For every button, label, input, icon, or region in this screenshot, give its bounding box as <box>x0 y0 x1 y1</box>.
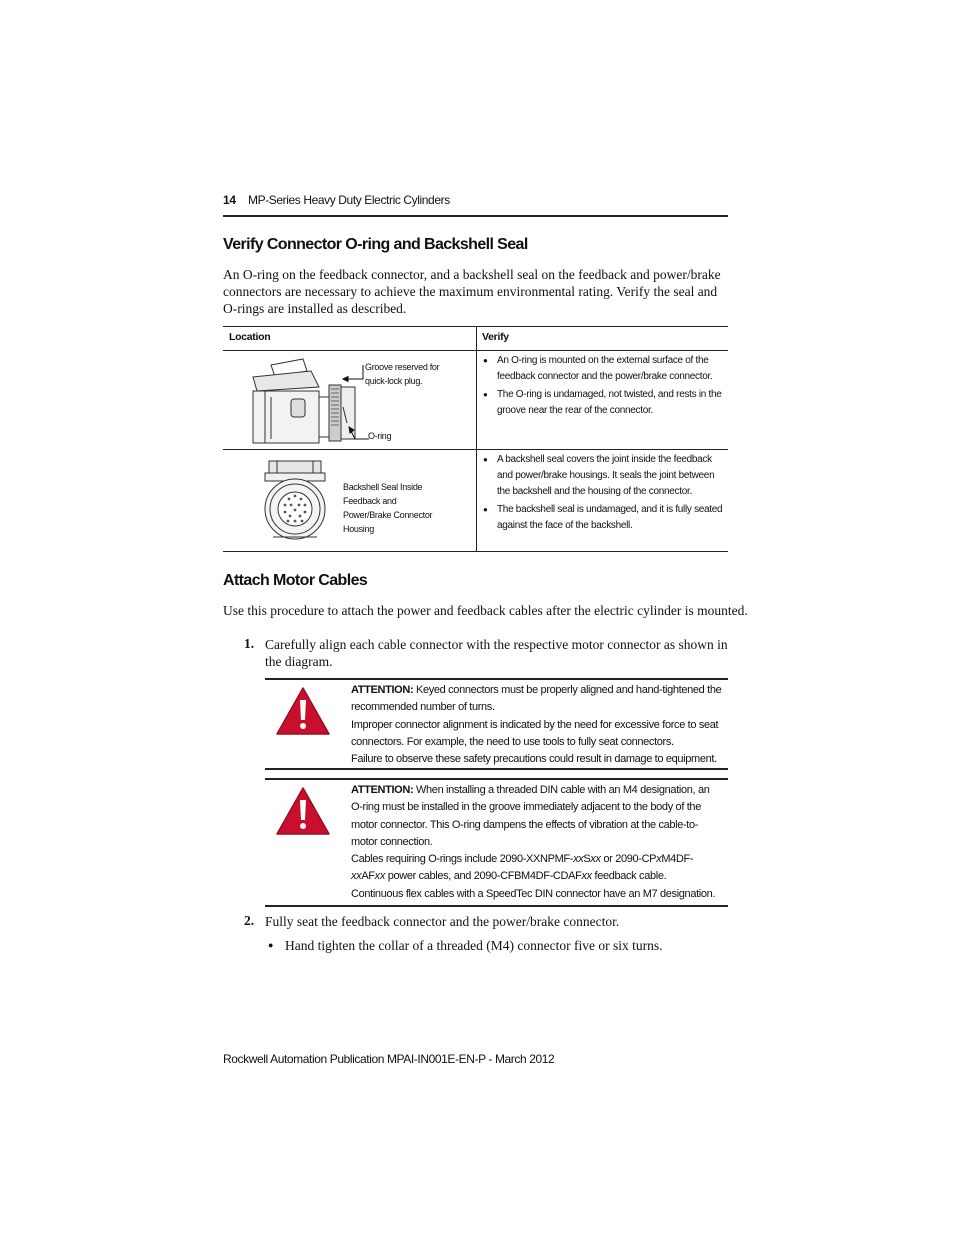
list-item: ● The backshell seal is undamaged, and it is fully seated against the face of the backshell. <box>481 502 725 534</box>
attention-line: Improper connector alignment is indicated by the need for excessive force to seat connectors. For example, the need to use tools to fully seat connectors. <box>351 718 719 748</box>
attention-cables-line: Cables requiring O-rings include 2090-XXNPMF-xxSxx or 2090-CPxM4DF-xxAFxx power cables, and 2090-CFBM4DF-CDAFxx feedback cable. <box>351 853 694 883</box>
verify-bullets-row2 <box>481 452 725 536</box>
page-header <box>223 193 728 217</box>
attention-text-2 <box>351 782 723 903</box>
page-footer: Rockwell Automation Publication MPAI-IN001E-EN-P - March 2012 <box>223 1052 555 1066</box>
table-row-divider <box>223 449 728 450</box>
callout-groove: Groove reserved for quick-lock plug. <box>365 362 440 386</box>
section-paragraph-attach: Use this procedure to attach the power and feedback cables after the electric cylinder is mounted. <box>223 603 748 618</box>
attention-line: Failure to observe these safety precautions could result in damage to equipment. <box>351 753 717 766</box>
step-text-2: Fully seat the feedback connector and the power/brake connector. <box>265 914 620 929</box>
callout-o-ring: O-ring <box>368 431 392 441</box>
attention-line: Continuous flex cables with a SpeedTec DIN connector have an M7 designation. <box>351 887 716 900</box>
attention-box-1 <box>265 678 728 770</box>
step-number-1: 1. <box>244 636 255 651</box>
connector-front-view-illustration <box>263 459 331 543</box>
attention-lead: When installing a threaded DIN cable with an M4 designation, an O-ring must be installed in the groove immediately adjacent to the body of the motor connector. This O-ring dampens the effects of vibration at the cable-to-motor connection. <box>351 784 710 848</box>
table-column-divider <box>476 327 477 551</box>
attention-box-2 <box>265 778 728 907</box>
section-paragraph-verify: An O-ring on the feedback connector, and a backshell seal on the feedback and power/brake connectors are necessary to achieve the maximum environmental rating. Verify the seal and O-rings are installed as described. <box>223 267 721 316</box>
attention-label: ATTENTION: <box>351 784 414 796</box>
attention-lead: Keyed connectors must be properly aligned and hand-tightened the recommended number of turns. <box>351 684 722 714</box>
callout-backshell-seal: Backshell Seal Inside Feedback and Power/Brake Connector Housing <box>343 482 433 534</box>
running-title: MP-Series Heavy Duty Electric Cylinders <box>248 193 450 207</box>
verify-bullets-row1 <box>481 353 725 421</box>
warning-triangle-icon <box>275 686 331 736</box>
attention-label: ATTENTION: <box>351 684 414 696</box>
sub-bullet-text: Hand tighten the collar of a threaded (M4) connector five or six turns. <box>285 938 663 953</box>
section-title-attach-motor-cables: Attach Motor Cables <box>223 572 368 589</box>
section-title-verify-connector: Verify Connector O-ring and Backshell Seal <box>223 236 528 253</box>
list-item: ● The O-ring is undamaged, not twisted, and rests in the groove near the rear of the connector. <box>481 387 725 419</box>
list-item: ● A backshell seal covers the joint inside the feedback and power/brake housings. It seals the joint between the backshell and the housing of the connector. <box>481 452 725 500</box>
connector-side-view-illustration <box>251 357 371 445</box>
page-number: 14 <box>223 193 236 207</box>
column-header-verify: Verify <box>482 331 509 343</box>
step-number-2: 2. <box>244 913 255 928</box>
attention-text-1 <box>351 682 723 768</box>
list-item: ● An O-ring is mounted on the external surface of the feedback connector and the power/brake connector. <box>481 353 725 385</box>
step-text-1: Carefully align each cable connector with the respective motor connector as shown in the diagram. <box>265 637 728 669</box>
verify-table <box>223 326 728 552</box>
warning-triangle-icon <box>275 786 331 836</box>
bullet-dot-icon: ● <box>268 940 274 950</box>
column-header-location: Location <box>229 331 271 343</box>
